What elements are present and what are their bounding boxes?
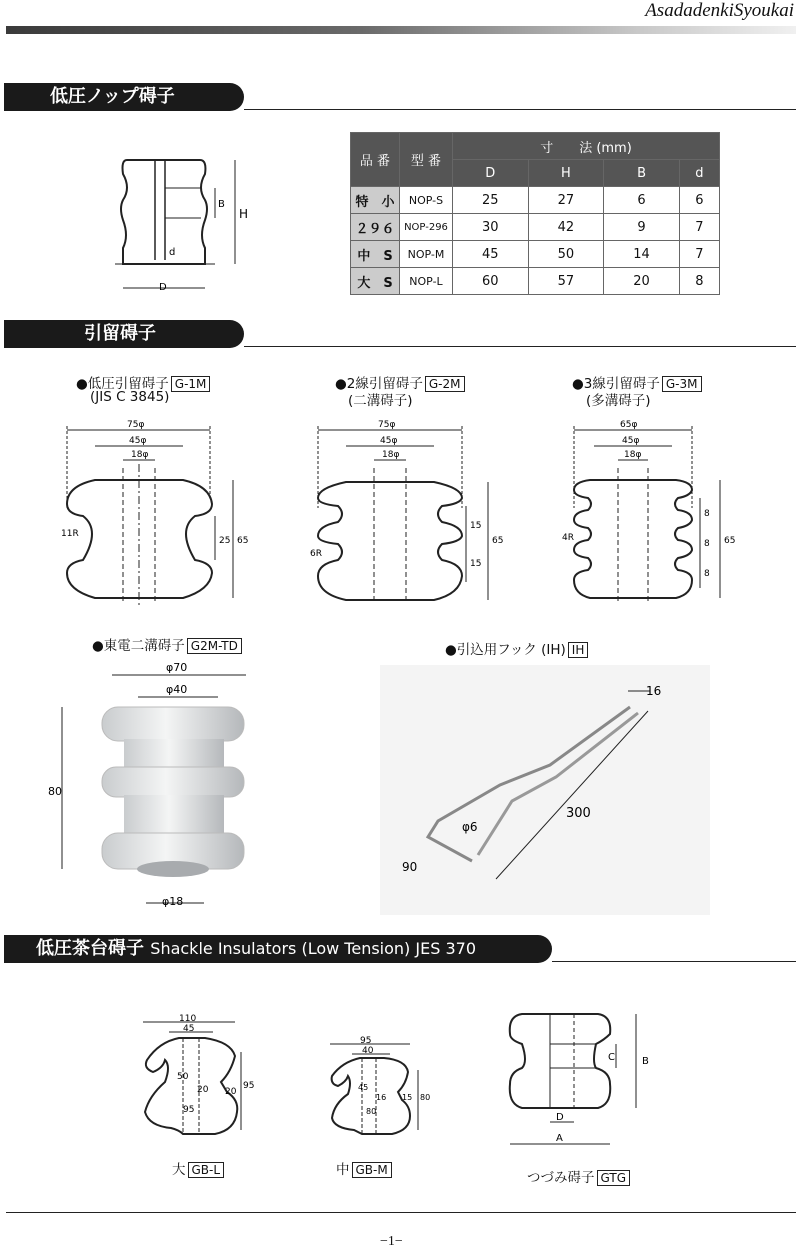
gb-m-diagram <box>322 1034 442 1144</box>
svg-text:D: D <box>556 1112 564 1123</box>
svg-text:75φ: 75φ <box>127 420 145 430</box>
svg-text:80: 80 <box>366 1107 377 1116</box>
code-box: GB-L <box>188 1162 225 1178</box>
svg-text:B: B <box>642 1056 649 1067</box>
svg-text:20: 20 <box>225 1087 237 1097</box>
svg-text:45φ: 45φ <box>129 436 147 446</box>
item-title-g1m: ●低圧引留碍子 G-1M <box>76 372 210 392</box>
page-number: −1− <box>380 1234 403 1249</box>
table-row: ２９６ NOP-296 30 42 9 7 <box>351 214 720 241</box>
svg-text:80: 80 <box>48 785 62 798</box>
label-d: d <box>169 247 176 258</box>
item-title-gb-m: 中 GB-M <box>336 1158 392 1178</box>
svg-text:45: 45 <box>183 1024 195 1034</box>
footer-rule <box>6 1212 796 1213</box>
svg-text:65φ: 65φ <box>620 420 638 430</box>
svg-text:25: 25 <box>219 536 231 546</box>
g3m-diagram <box>560 418 750 608</box>
item-title-gtg: つづみ碍子 GTG <box>527 1166 630 1186</box>
svg-text:65: 65 <box>492 536 504 546</box>
svg-text:300: 300 <box>566 806 591 821</box>
th-hinban: 品 番 <box>351 133 400 187</box>
svg-text:40: 40 <box>362 1046 374 1056</box>
section-divider <box>244 346 796 347</box>
gb-l-diagram <box>135 1012 265 1152</box>
th-col-d: d <box>679 160 719 187</box>
label-H: H <box>239 207 249 221</box>
section-title: 低圧ノップ碍子 <box>50 86 175 107</box>
th-sunpo: 寸 法 (mm) <box>453 133 720 160</box>
code-box: IH <box>568 642 589 658</box>
svg-text:50: 50 <box>177 1072 189 1082</box>
section-title-jp: 低圧茶台碍子 <box>36 938 144 959</box>
svg-text:90: 90 <box>402 860 418 874</box>
section-title-en: Shackle Insulators (Low Tension) JES 370 <box>150 939 476 958</box>
svg-text:110: 110 <box>179 1014 197 1024</box>
svg-text:95: 95 <box>183 1105 195 1115</box>
th-col-B: B <box>604 160 680 187</box>
svg-text:18φ: 18φ <box>131 450 149 460</box>
item-sub-g2m: (二溝碍子) <box>348 393 413 409</box>
section-divider <box>552 961 796 962</box>
label-B: B <box>218 199 225 210</box>
nop-insulator-diagram <box>105 148 265 298</box>
ih-hook-photo <box>380 665 710 915</box>
brand-name: AsadadenkiSyoukai <box>645 0 794 21</box>
section-divider <box>244 109 796 110</box>
item-title-g2m: ●2線引留碍子 G-2M <box>335 372 465 392</box>
item-title-ih: ●引込用フック (IH) IH <box>445 638 588 658</box>
svg-text:φ18: φ18 <box>162 895 184 908</box>
item-title-g2m-td: ●東電二溝碍子 G2M-TD <box>92 634 242 654</box>
svg-text:45: 45 <box>358 1083 369 1092</box>
code-box: GTG <box>597 1170 631 1186</box>
svg-text:φ70: φ70 <box>166 661 188 674</box>
table-row: 中 S NOP-M 45 50 14 7 <box>351 241 720 268</box>
svg-text:16: 16 <box>376 1093 387 1102</box>
svg-text:6R: 6R <box>310 549 322 559</box>
svg-text:A: A <box>556 1133 563 1144</box>
svg-text:8: 8 <box>704 539 710 549</box>
svg-text:45φ: 45φ <box>380 436 398 446</box>
svg-text:18φ: 18φ <box>382 450 400 460</box>
table-row: 特 小 NOP-S 25 27 6 6 <box>351 187 720 214</box>
svg-text:C: C <box>608 1052 615 1063</box>
svg-text:80: 80 <box>420 1093 431 1102</box>
section-header-shackle <box>4 935 552 963</box>
th-col-H: H <box>528 160 604 187</box>
svg-text:φ40: φ40 <box>166 683 188 696</box>
svg-text:95: 95 <box>243 1081 255 1091</box>
svg-text:20: 20 <box>197 1085 209 1095</box>
svg-text:15: 15 <box>402 1093 413 1102</box>
svg-text:φ6: φ6 <box>462 820 478 834</box>
item-sub-g3m: (多溝碍子) <box>586 393 651 409</box>
g2m-td-photo <box>40 655 280 920</box>
svg-text:95: 95 <box>360 1036 372 1046</box>
section-header-hikidome <box>4 320 244 348</box>
svg-text:15: 15 <box>470 521 482 531</box>
code-box: GB-M <box>352 1162 392 1178</box>
g1m-diagram <box>55 418 255 608</box>
code-box: G-1M <box>171 376 211 392</box>
table-row: 大 S NOP-L 60 57 20 8 <box>351 268 720 295</box>
code-box: G2M-TD <box>187 638 242 654</box>
th-col-D: D <box>453 160 529 187</box>
g2m-diagram <box>310 418 510 608</box>
svg-text:16: 16 <box>646 684 662 698</box>
svg-text:18φ: 18φ <box>624 450 642 460</box>
header-bar <box>6 26 796 34</box>
item-title-gb-l: 大 GB-L <box>172 1158 224 1178</box>
svg-text:65: 65 <box>237 536 249 546</box>
th-kataban: 型 番 <box>400 133 453 187</box>
svg-text:75φ: 75φ <box>378 420 396 430</box>
code-box: G-2M <box>425 376 465 392</box>
svg-text:8: 8 <box>704 569 710 579</box>
item-title-g3m: ●3線引留碍子 G-3M <box>572 372 702 392</box>
gtg-diagram <box>500 1004 670 1154</box>
svg-text:15: 15 <box>470 559 482 569</box>
label-D: D <box>159 282 167 293</box>
item-sub-g1m: (JIS C 3845) <box>90 389 170 405</box>
svg-text:45φ: 45φ <box>622 436 640 446</box>
svg-text:65: 65 <box>724 536 736 546</box>
svg-text:4R: 4R <box>562 533 574 543</box>
section-title: 引留碍子 <box>84 323 156 344</box>
section-header-nop <box>4 83 244 111</box>
svg-text:11R: 11R <box>61 529 79 539</box>
nop-spec-table <box>350 132 720 295</box>
code-box: G-3M <box>662 376 702 392</box>
svg-text:8: 8 <box>704 509 710 519</box>
